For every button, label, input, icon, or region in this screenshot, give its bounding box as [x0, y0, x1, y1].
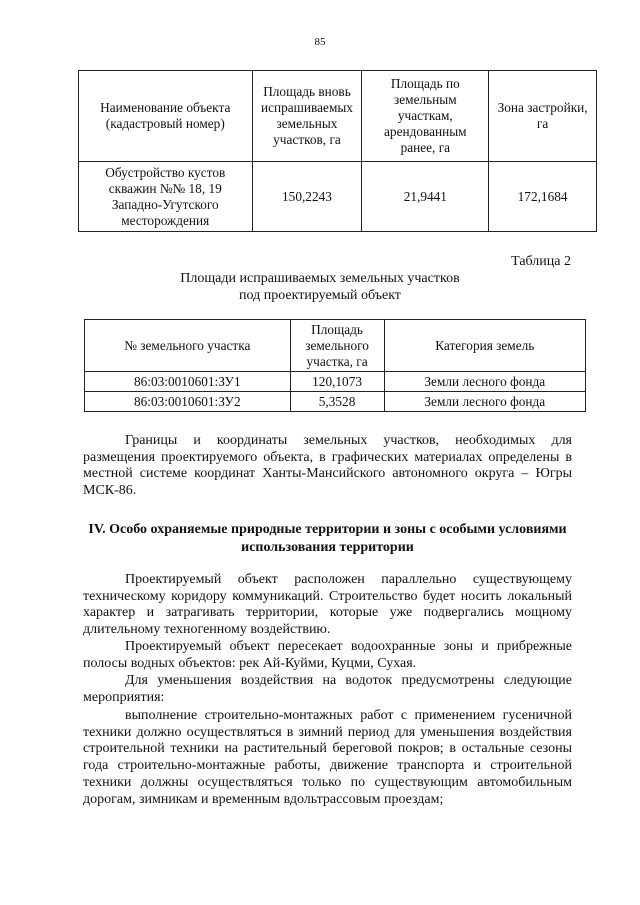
cell-build-zone: 172,1684 [489, 162, 597, 232]
cell-plot-area: 120,1073 [290, 372, 384, 392]
cell-object-name: Обустройство кустов скважин №№ 18, 19 Западно-Угутского месторождения [79, 162, 253, 232]
table-row [79, 162, 597, 232]
table-label: Таблица 2 [511, 254, 571, 269]
paragraph-measures-intro: Для уменьшения воздействия на водоток предусмотрены следующие мероприятия: [83, 673, 572, 705]
land-area-table [78, 70, 597, 232]
table-header-row [79, 71, 597, 162]
table-title [0, 270, 640, 304]
cell-plot-area: 5,3528 [290, 392, 384, 412]
cell-leased-area: 21,9441 [362, 162, 489, 232]
paragraph-location: Проектируемый объект расположен параллельно существующему техническому коридору коммуникаций. Строительство будет носить локальный характер и затрагивать территории, которые уже подвергались мощному длительному техногенному воздействию. [83, 572, 572, 638]
table-row [85, 392, 586, 412]
cell-land-category: Земли лесного фонда [384, 372, 585, 392]
header-new-area: Площадь вновь испрашиваемых земельных участков, га [252, 71, 362, 162]
header-land-category: Категория земель [384, 320, 585, 372]
table-title-line: под проектируемый объект [239, 288, 401, 303]
paragraph-boundaries: Границы и координаты земельных участков, необходимых для размещения проектируемого объекта, в графических материалах определены в местной системе координат Ханты-Мансийского автономного округа – Югры МСК-86. [83, 433, 572, 499]
table-header-row [85, 320, 586, 372]
cell-plot-number: 86:03:0010601:ЗУ1 [85, 372, 291, 392]
header-plot-area: Площадь земельного участка, га [290, 320, 384, 372]
table-row [85, 372, 586, 392]
header-object-name: Наименование объекта (кадастровый номер) [79, 71, 253, 162]
cell-plot-number: 86:03:0010601:ЗУ2 [85, 392, 291, 412]
section-heading: IV. Особо охраняемые природные территории и зоны с особыми условиями использования территории [88, 522, 567, 555]
header-leased-area: Площадь по земельным участкам, арендованным ранее, га [362, 71, 489, 162]
land-plot-table [84, 319, 586, 412]
paragraph-water-zones: Проектируемый объект пересекает водоохранные зоны и прибрежные полосы водных объектов: рек Ай-Куйми, Куцми, Сухая. [83, 639, 572, 671]
cell-land-category: Земли лесного фонда [384, 392, 585, 412]
header-build-zone: Зона застройки, га [489, 71, 597, 162]
page-number: 85 [314, 36, 326, 48]
header-plot-number: № земельного участка [85, 320, 291, 372]
table-title-line: Площади испрашиваемых земельных участков [180, 271, 460, 286]
paragraph-measures: выполнение строительно-монтажных работ с применением гусеничной техники должно осуществляться в зимний период для уменьшения воздействия строительной техники на растительный береговой покров; в остальные сезоны года строительно-монтажные работы, движение транспорта и строительной техники должны осуществляться только по существующим автомобильным дорогам, зимникам и временным вдольтрассовым проездам; [83, 708, 572, 807]
cell-new-area: 150,2243 [252, 162, 362, 232]
